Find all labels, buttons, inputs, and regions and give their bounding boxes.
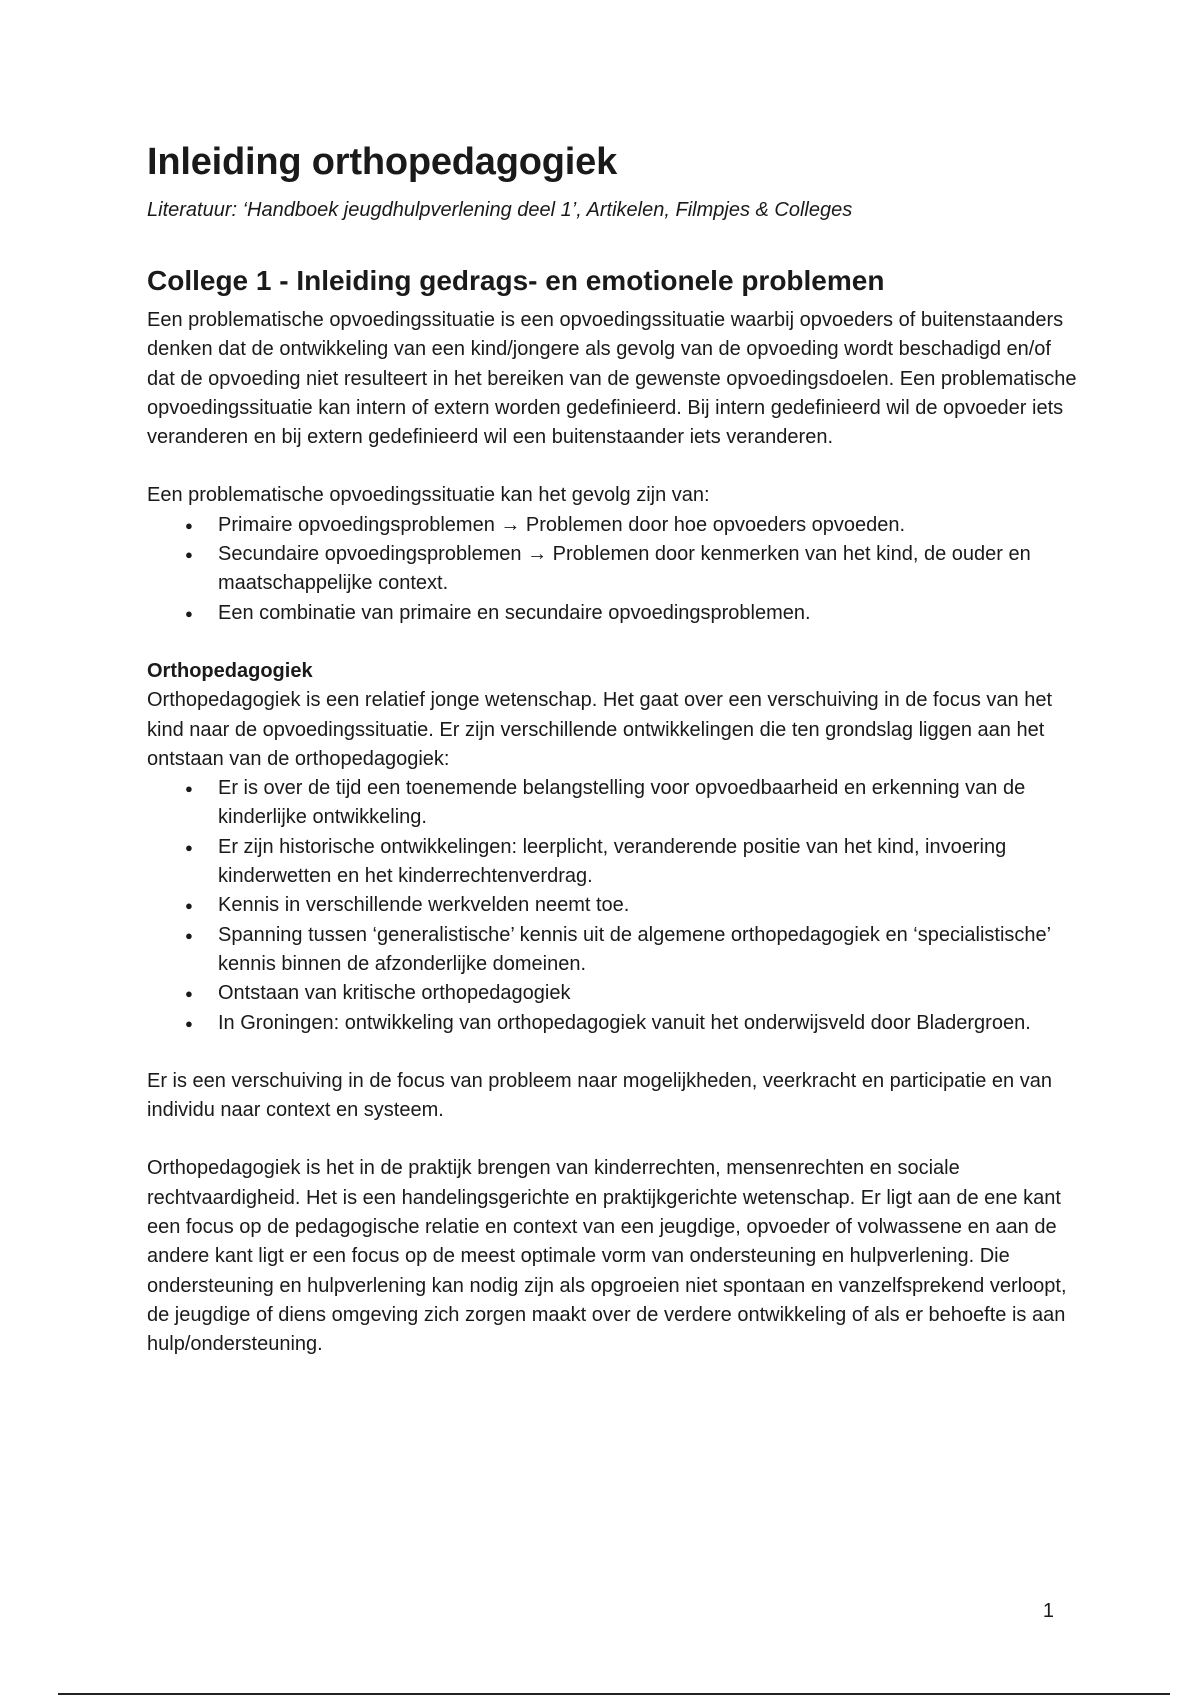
list-item: ● Er zijn historische ontwikkelingen: leerplicht, veranderende positie van het kind, invoering kinderwetten en het kinderrechtenverdrag. [147, 833, 1077, 892]
paragraph-spacer [147, 1125, 1077, 1154]
literature-subtitle: Literatuur: ‘Handboek jeugdhulpverlening deel 1’, Artikelen, Filmpjes & Colleges [147, 199, 853, 221]
list-item: ● Secundaire opvoedingsproblemen → Problemen door kenmerken van het kind, de ouder en maatschappelijke context. [147, 540, 1077, 599]
paragraph: Er is een verschuiving in de focus van probleem naar mogelijkheden, veerkracht en participatie en van individu naar context en systeem. [147, 1069, 1052, 1122]
page-number: 1 [1042, 1600, 1054, 1622]
list-item: ● Kennis in verschillende werkvelden neemt toe. [147, 891, 1077, 920]
list-item: ● Er is over de tijd een toenemende belangstelling voor opvoedbaarheid en erkenning van de kinderlijke ontwikkeling. [147, 774, 1077, 833]
paragraph-spacer [147, 452, 1077, 481]
paragraph: Orthopedagogiek is het in de praktijk brengen van kinderrechten, mensenrechten en sociale rechtvaardigheid. Het is een handelingsgerichte en praktijkgerichte wetenschap. Er ligt aan de ene kant een focus op de pedagogische relatie en context van een jeugdige, opvoeder of volwassene en aan de andere kant ligt er een focus op de meest optimale vorm van ondersteuning en hulpverlening. Die ondersteuning en hulpverlening kan nodig zijn als opgroeien niet spontaan en vanzelfsprekend verloopt, de jeugdige of diens omgeving zich zorgen maakt over de verdere ontwikkeling of als er behoefte is aan hulp/ondersteuning. [147, 1157, 1067, 1356]
subheading-orthopedagogiek: Orthopedagogiek [147, 659, 313, 682]
paragraph: Orthopedagogiek is een relatief jonge wetenschap. Het gaat over een verschuiving in de focus van het kind naar de opvoedingssituatie. Er zijn verschillende ontwikkelingen die ten grondslag liggen aan het ontstaan van de orthopedagogiek: [147, 689, 1053, 770]
document-page [147, 138, 1077, 1360]
paragraph: Een problematische opvoedingssituatie kan het gevolg zijn van: [147, 484, 710, 507]
bullet-list-problem-causes [147, 511, 1077, 628]
paragraph-spacer [147, 1038, 1077, 1067]
list-item: ● Een combinatie van primaire en secundaire opvoedingsproblemen. [147, 599, 1077, 628]
paragraph: Een problematische opvoedingssituatie is een opvoedingssituatie waarbij opvoeders of buitenstaanders denken dat de ontwikkeling van een kind/jongere als gevolg van de opvoeding wordt beschadigd en/of dat de opvoeding niet resulteert in het bereiken van de gewenste opvoedingsdoelen. Een problematische opvoedingssituatie kan intern of extern worden gedefinieerd. Bij intern gedefinieerd wil de opvoeder iets veranderen en bij extern gedefinieerd wil een buitenstaander iets veranderen. [147, 309, 1077, 449]
footer-divider [58, 1693, 1170, 1695]
list-item: ● In Groningen: ontwikkeling van orthopedagogiek vanuit het onderwijsveld door Bladergroen. [147, 1009, 1077, 1038]
list-item: ● Ontstaan van kritische orthopedagogiek [147, 979, 1077, 1008]
document-title: Inleiding orthopedagogiek [147, 141, 618, 183]
section-heading-college-1: College 1 - Inleiding gedrags- en emotionele problemen [147, 265, 885, 296]
list-item: ● Primaire opvoedingsproblemen → Problemen door hoe opvoeders opvoeden. [147, 511, 1077, 540]
list-item: ● Spanning tussen ‘generalistische’ kennis uit de algemene orthopedagogiek en ‘specialistische’ kennis binnen de afzonderlijke domeinen. [147, 921, 1077, 980]
paragraph-spacer [147, 628, 1077, 657]
bullet-list-developments [147, 774, 1077, 1038]
